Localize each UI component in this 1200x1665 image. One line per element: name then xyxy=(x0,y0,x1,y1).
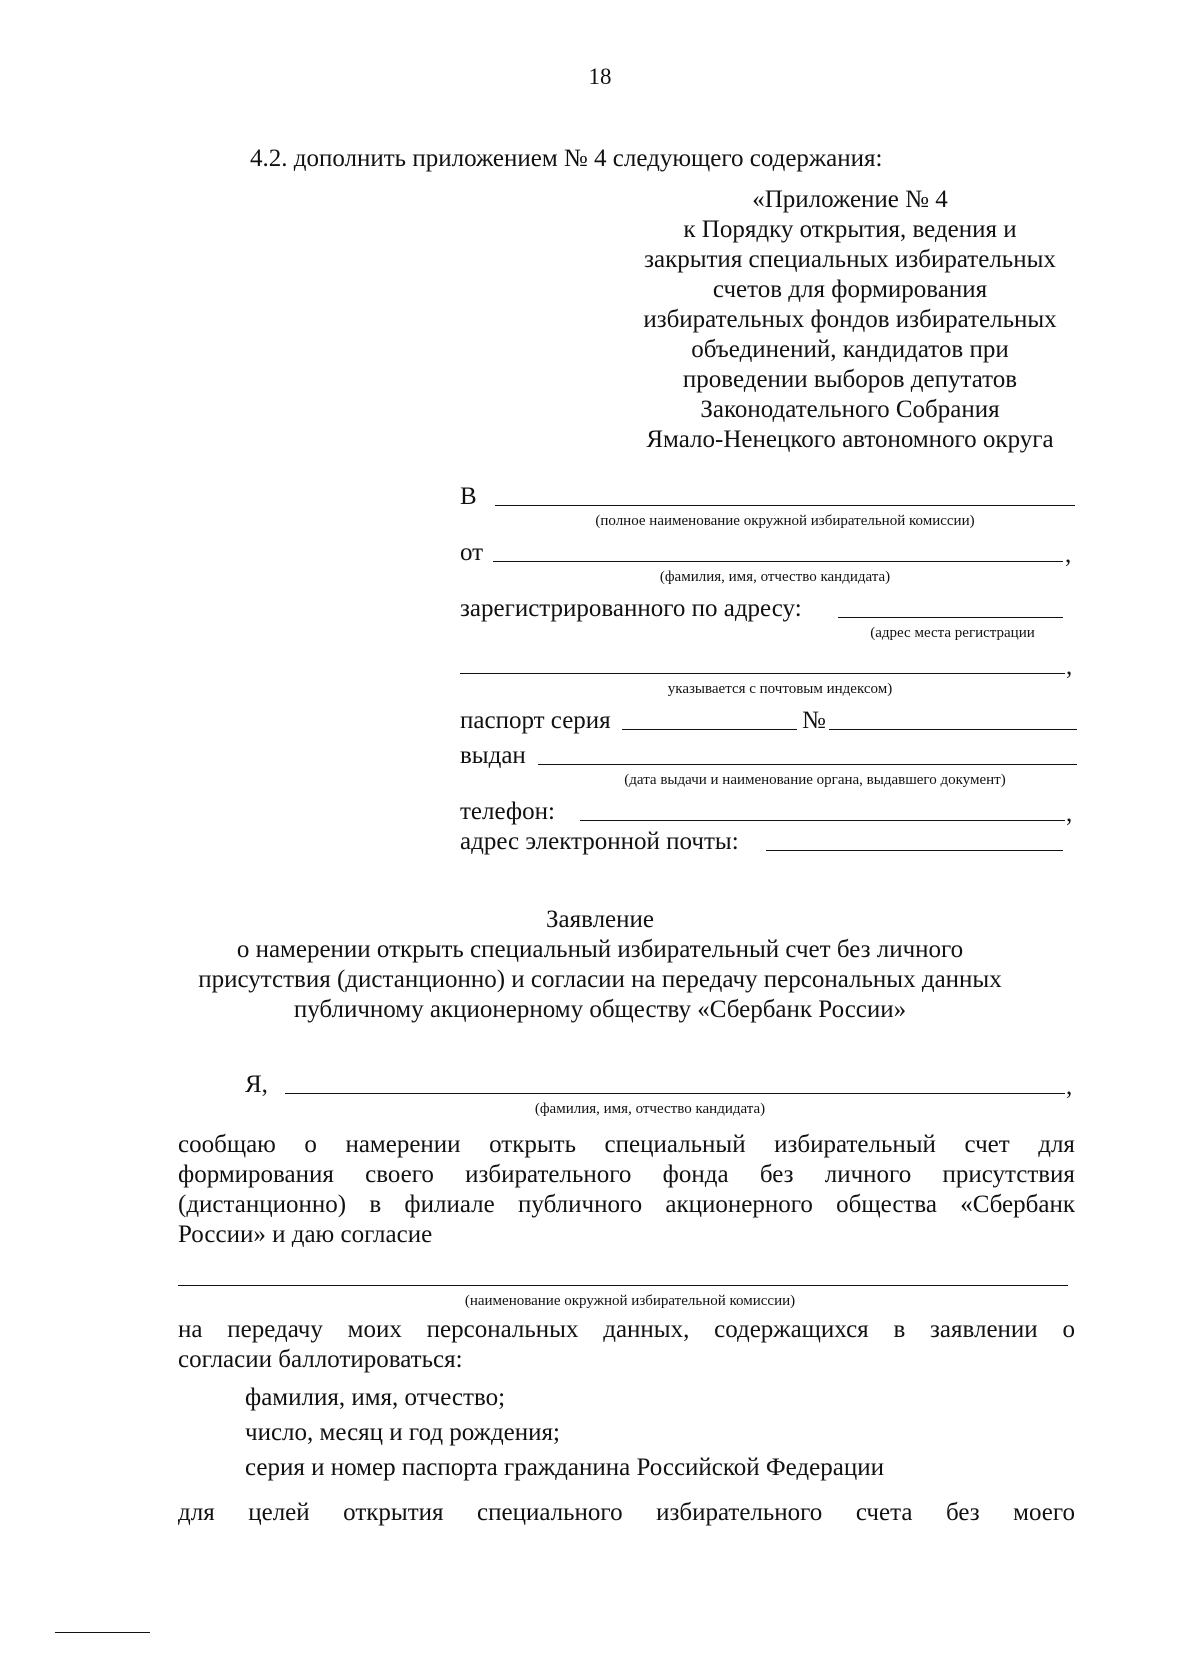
passport-series-line[interactable] xyxy=(622,729,797,730)
commission-hint: (наименование окружной избирательной комиссии) xyxy=(464,1293,796,1309)
appendix-line: Законодательного Собрания xyxy=(700,396,1000,423)
appendix-line: закрытия специальных избирательных xyxy=(644,246,1056,273)
email-label: адрес электронной почты: xyxy=(460,828,739,855)
appendix-line: «Приложение № 4 xyxy=(752,186,948,213)
body-line: (дистанционно) в филиале публичного акционерного общества «Сбербанк xyxy=(178,1191,1075,1218)
purpose-line: для целей открытия специального избирательного счета без моего xyxy=(178,1499,1075,1526)
appendix-line: объединений, кандидатов при xyxy=(691,336,1009,363)
from-comma: , xyxy=(1065,541,1072,568)
appendix-line: избирательных фондов избирательных xyxy=(643,306,1057,333)
statement-subtitle-line: о намерении открыть специальный избирательный счет без личного xyxy=(236,936,964,963)
address-hint: (адрес места регистрации xyxy=(870,625,1035,641)
phone-comma: , xyxy=(1066,800,1073,827)
commission-field-line[interactable] xyxy=(178,1285,1068,1286)
body-line: России» и даю согласие xyxy=(178,1221,433,1248)
page-number: 18 xyxy=(588,64,612,89)
from-label: от xyxy=(460,539,484,566)
consent-line: согласии баллотироваться: xyxy=(178,1346,463,1373)
issued-hint: (дата выдачи и наименование органа, выдавшего документ) xyxy=(624,772,1006,788)
statement-subtitle-line: присутствия (дистанционно) и согласии на передачу персональных данных xyxy=(198,966,1002,993)
from-field-line[interactable] xyxy=(493,561,1063,562)
issued-label: выдан xyxy=(460,742,526,769)
to-hint: (полное наименование окружной избирательной комиссии) xyxy=(595,513,975,529)
address-comma: , xyxy=(1066,653,1073,680)
passport-number-label: № xyxy=(802,707,826,734)
intro-text: 4.2. дополнить приложением № 4 следующего содержания: xyxy=(250,145,883,172)
address-continue-line[interactable] xyxy=(460,673,1065,674)
appendix-line: Ямало-Ненецкого автономного округа xyxy=(646,426,1054,453)
i-comma: , xyxy=(1066,1073,1073,1100)
email-field-line[interactable] xyxy=(766,850,1063,851)
list-item: число, месяц и год рождения; xyxy=(245,1419,560,1446)
i-hint: (фамилия, имя, отчество кандидата) xyxy=(534,1101,766,1117)
address-field-line[interactable] xyxy=(838,617,1063,618)
passport-number-line[interactable] xyxy=(829,729,1077,730)
appendix-line: проведении выборов депутатов xyxy=(682,366,1018,393)
list-item: фамилия, имя, отчество; xyxy=(245,1384,506,1411)
statement-title: Заявление xyxy=(545,906,655,933)
i-label: Я, xyxy=(245,1071,268,1098)
body-line: сообщаю о намерении открыть специальный избирательный счет для xyxy=(178,1131,1075,1158)
consent-line: на передачу моих персональных данных, содержащихся в заявлении о xyxy=(178,1316,1075,1343)
applicant-name-line[interactable] xyxy=(285,1093,1065,1094)
body-line: формирования своего избирательного фонда без личного присутствия xyxy=(178,1161,1075,1188)
footnote-divider xyxy=(55,1632,150,1633)
to-label: В xyxy=(460,483,477,510)
postal-hint: указывается с почтовым индексом) xyxy=(667,681,893,697)
phone-label: телефон: xyxy=(460,798,555,825)
to-field-line[interactable] xyxy=(495,505,1075,506)
appendix-line: счетов для формирования xyxy=(712,276,988,303)
issued-field-line[interactable] xyxy=(538,764,1077,765)
from-hint: (фамилия, имя, отчество кандидата) xyxy=(659,569,891,585)
list-item: серия и номер паспорта гражданина Российской Федерации xyxy=(245,1454,884,1481)
statement-subtitle-line: публичному акционерному обществу «Сбербанк России» xyxy=(293,996,907,1023)
appendix-line: к Порядку открытия, ведения и xyxy=(683,216,1017,243)
phone-field-line[interactable] xyxy=(580,820,1065,821)
passport-label: паспорт серия xyxy=(460,707,611,734)
address-label: зарегистрированного по адресу: xyxy=(460,595,802,622)
